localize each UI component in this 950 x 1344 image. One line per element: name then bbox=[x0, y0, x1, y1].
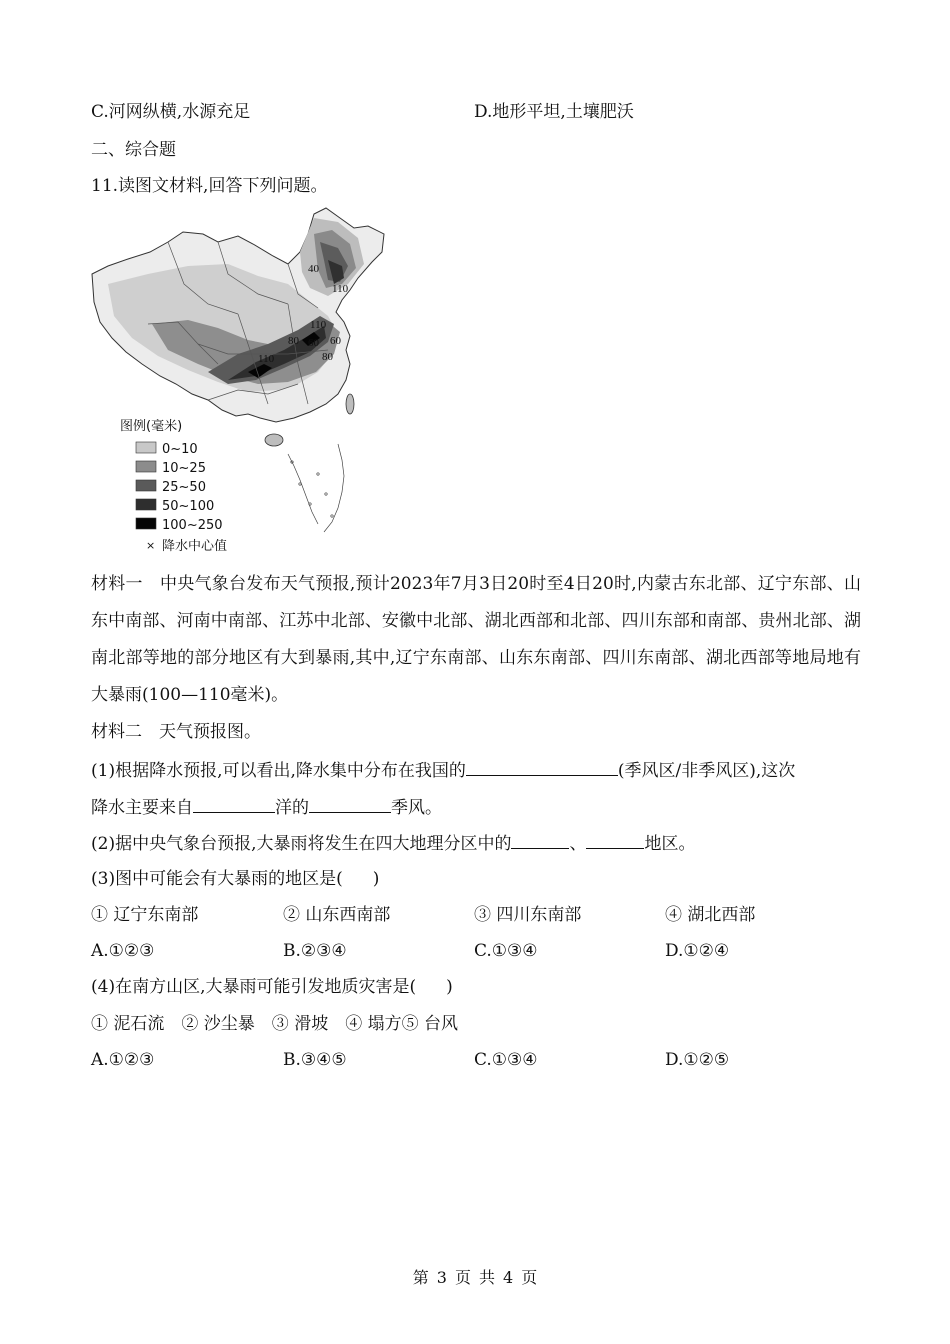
q1-text-c: 降水主要来自 bbox=[91, 798, 193, 818]
contour-label: 110 bbox=[310, 319, 327, 331]
q2-text-b: 、 bbox=[569, 834, 587, 854]
q4-choice-a[interactable]: A.①②③ bbox=[91, 1050, 155, 1070]
contour-label: 80 bbox=[288, 335, 299, 347]
q3-choice-b[interactable]: B.②③④ bbox=[283, 941, 347, 961]
q3-item-4: ④ 湖北西部 bbox=[665, 905, 756, 925]
answer-blank-region-2[interactable] bbox=[586, 830, 644, 849]
hainan-island bbox=[265, 434, 283, 446]
footer-text: 共 bbox=[479, 1268, 496, 1287]
option-d: D.地形平坦,土壤肥沃 bbox=[474, 102, 634, 122]
south-china-sea-islands bbox=[288, 444, 344, 532]
footer-text: 页 bbox=[454, 1268, 471, 1287]
contour-label: 110 bbox=[258, 353, 275, 365]
q1-text-a: (1)根据降水预报,可以看出,降水集中分布在我国的 bbox=[91, 761, 466, 781]
total-page-count: 4 bbox=[503, 1268, 514, 1287]
legend-swatch-0-10 bbox=[136, 442, 156, 453]
option-c: C.河网纵横,水源充足 bbox=[91, 102, 251, 122]
question-1-line-1 bbox=[91, 757, 795, 783]
legend-label-0-10: 0~10 bbox=[162, 442, 198, 457]
question-1-line-2 bbox=[91, 794, 442, 820]
contour-label: 80 bbox=[322, 351, 333, 363]
q4-choice-d[interactable]: D.①②⑤ bbox=[665, 1050, 730, 1070]
contour-label: 40 bbox=[308, 263, 319, 275]
footer-text: 第 bbox=[412, 1268, 429, 1287]
q3-close: ) bbox=[372, 869, 380, 889]
q4-items: ① 泥石流 ② 沙尘暴 ③ 滑坡 ④ 塌方⑤ 台风 bbox=[91, 1014, 459, 1034]
q3-choice-d[interactable]: D.①②④ bbox=[665, 941, 730, 961]
legend-label-10-25: 10~25 bbox=[162, 461, 206, 476]
question-3-stem bbox=[91, 867, 379, 891]
q4-close: ) bbox=[446, 977, 453, 997]
contour-label: 110 bbox=[332, 283, 349, 295]
answer-blank-monsoon[interactable] bbox=[309, 794, 391, 813]
legend-label-100-250: 100~250 bbox=[162, 518, 223, 533]
contour-label: 60 bbox=[330, 335, 341, 347]
page-footer bbox=[0, 1266, 950, 1290]
question-2 bbox=[91, 830, 695, 856]
q3-item-3: ③ 四川东南部 bbox=[474, 905, 582, 925]
legend-swatch-25-50 bbox=[136, 480, 156, 491]
legend-swatch-50-100 bbox=[136, 499, 156, 510]
legend-label-50-100: 50~100 bbox=[162, 499, 215, 514]
q3-item-2: ② 山东西南部 bbox=[283, 905, 391, 925]
legend-title: 图例(毫米) bbox=[120, 419, 183, 434]
q1-text-d: 洋的 bbox=[275, 798, 309, 818]
current-page-number: 3 bbox=[436, 1268, 447, 1287]
material-1: 材料一 中央气象台发布天气预报,预计2023年7月3日20时至4日20时,内蒙古东北部、辽宁东部、山东中南部、河南中南部、江苏中北部、安徽中北部、湖北西部和北部、四川东部和南部、贵州北部、湖南北部等地的部分地区有大到暴雨,其中,辽宁东南部、山东东南部、四川东南部、湖北西部等地局地有大暴雨(100—110毫米)。 bbox=[91, 574, 861, 705]
q4-stem-text: (4)在南方山区,大暴雨可能引发地质灾害是( bbox=[91, 977, 417, 997]
q4-choice-c[interactable]: C.①③④ bbox=[474, 1050, 538, 1070]
precipitation-map bbox=[88, 204, 388, 560]
question-4-stem bbox=[91, 975, 453, 999]
legend-swatch-10-25 bbox=[136, 461, 156, 472]
q2-text-c: 地区。 bbox=[644, 834, 696, 854]
footer-text: 页 bbox=[521, 1268, 538, 1287]
answer-blank-ocean[interactable] bbox=[193, 794, 275, 813]
q3-choice-a[interactable]: A.①②③ bbox=[91, 941, 155, 961]
question-11-title: 11.读图文材料,回答下列问题。 bbox=[91, 176, 328, 196]
answer-blank-monsoon-zone[interactable] bbox=[466, 757, 618, 776]
section-title: 二、综合题 bbox=[91, 140, 176, 160]
q2-text-a: (2)据中央气象台预报,大暴雨将发生在四大地理分区中的 bbox=[91, 834, 512, 854]
taiwan-island bbox=[346, 394, 354, 414]
q3-choice-c[interactable]: C.①③④ bbox=[474, 941, 538, 961]
map-legend bbox=[120, 418, 227, 554]
contour-label: 60 bbox=[308, 337, 319, 349]
q4-choice-b[interactable]: B.③④⑤ bbox=[283, 1050, 347, 1070]
legend-swatch-100-250 bbox=[136, 518, 156, 529]
legend-center-marker: × bbox=[146, 539, 156, 552]
q1-text-b: (季风区/非季风区),这次 bbox=[617, 761, 796, 781]
legend-label-25-50: 25~50 bbox=[162, 480, 206, 495]
q1-text-e: 季风。 bbox=[391, 798, 442, 818]
q3-stem-text: (3)图中可能会有大暴雨的地区是( bbox=[91, 869, 343, 889]
q3-item-1: ① 辽宁东南部 bbox=[91, 905, 199, 925]
material-2: 材料二 天气预报图。 bbox=[91, 722, 261, 742]
legend-center-label: 降水中心值 bbox=[162, 539, 228, 554]
answer-blank-region-1[interactable] bbox=[511, 830, 569, 849]
